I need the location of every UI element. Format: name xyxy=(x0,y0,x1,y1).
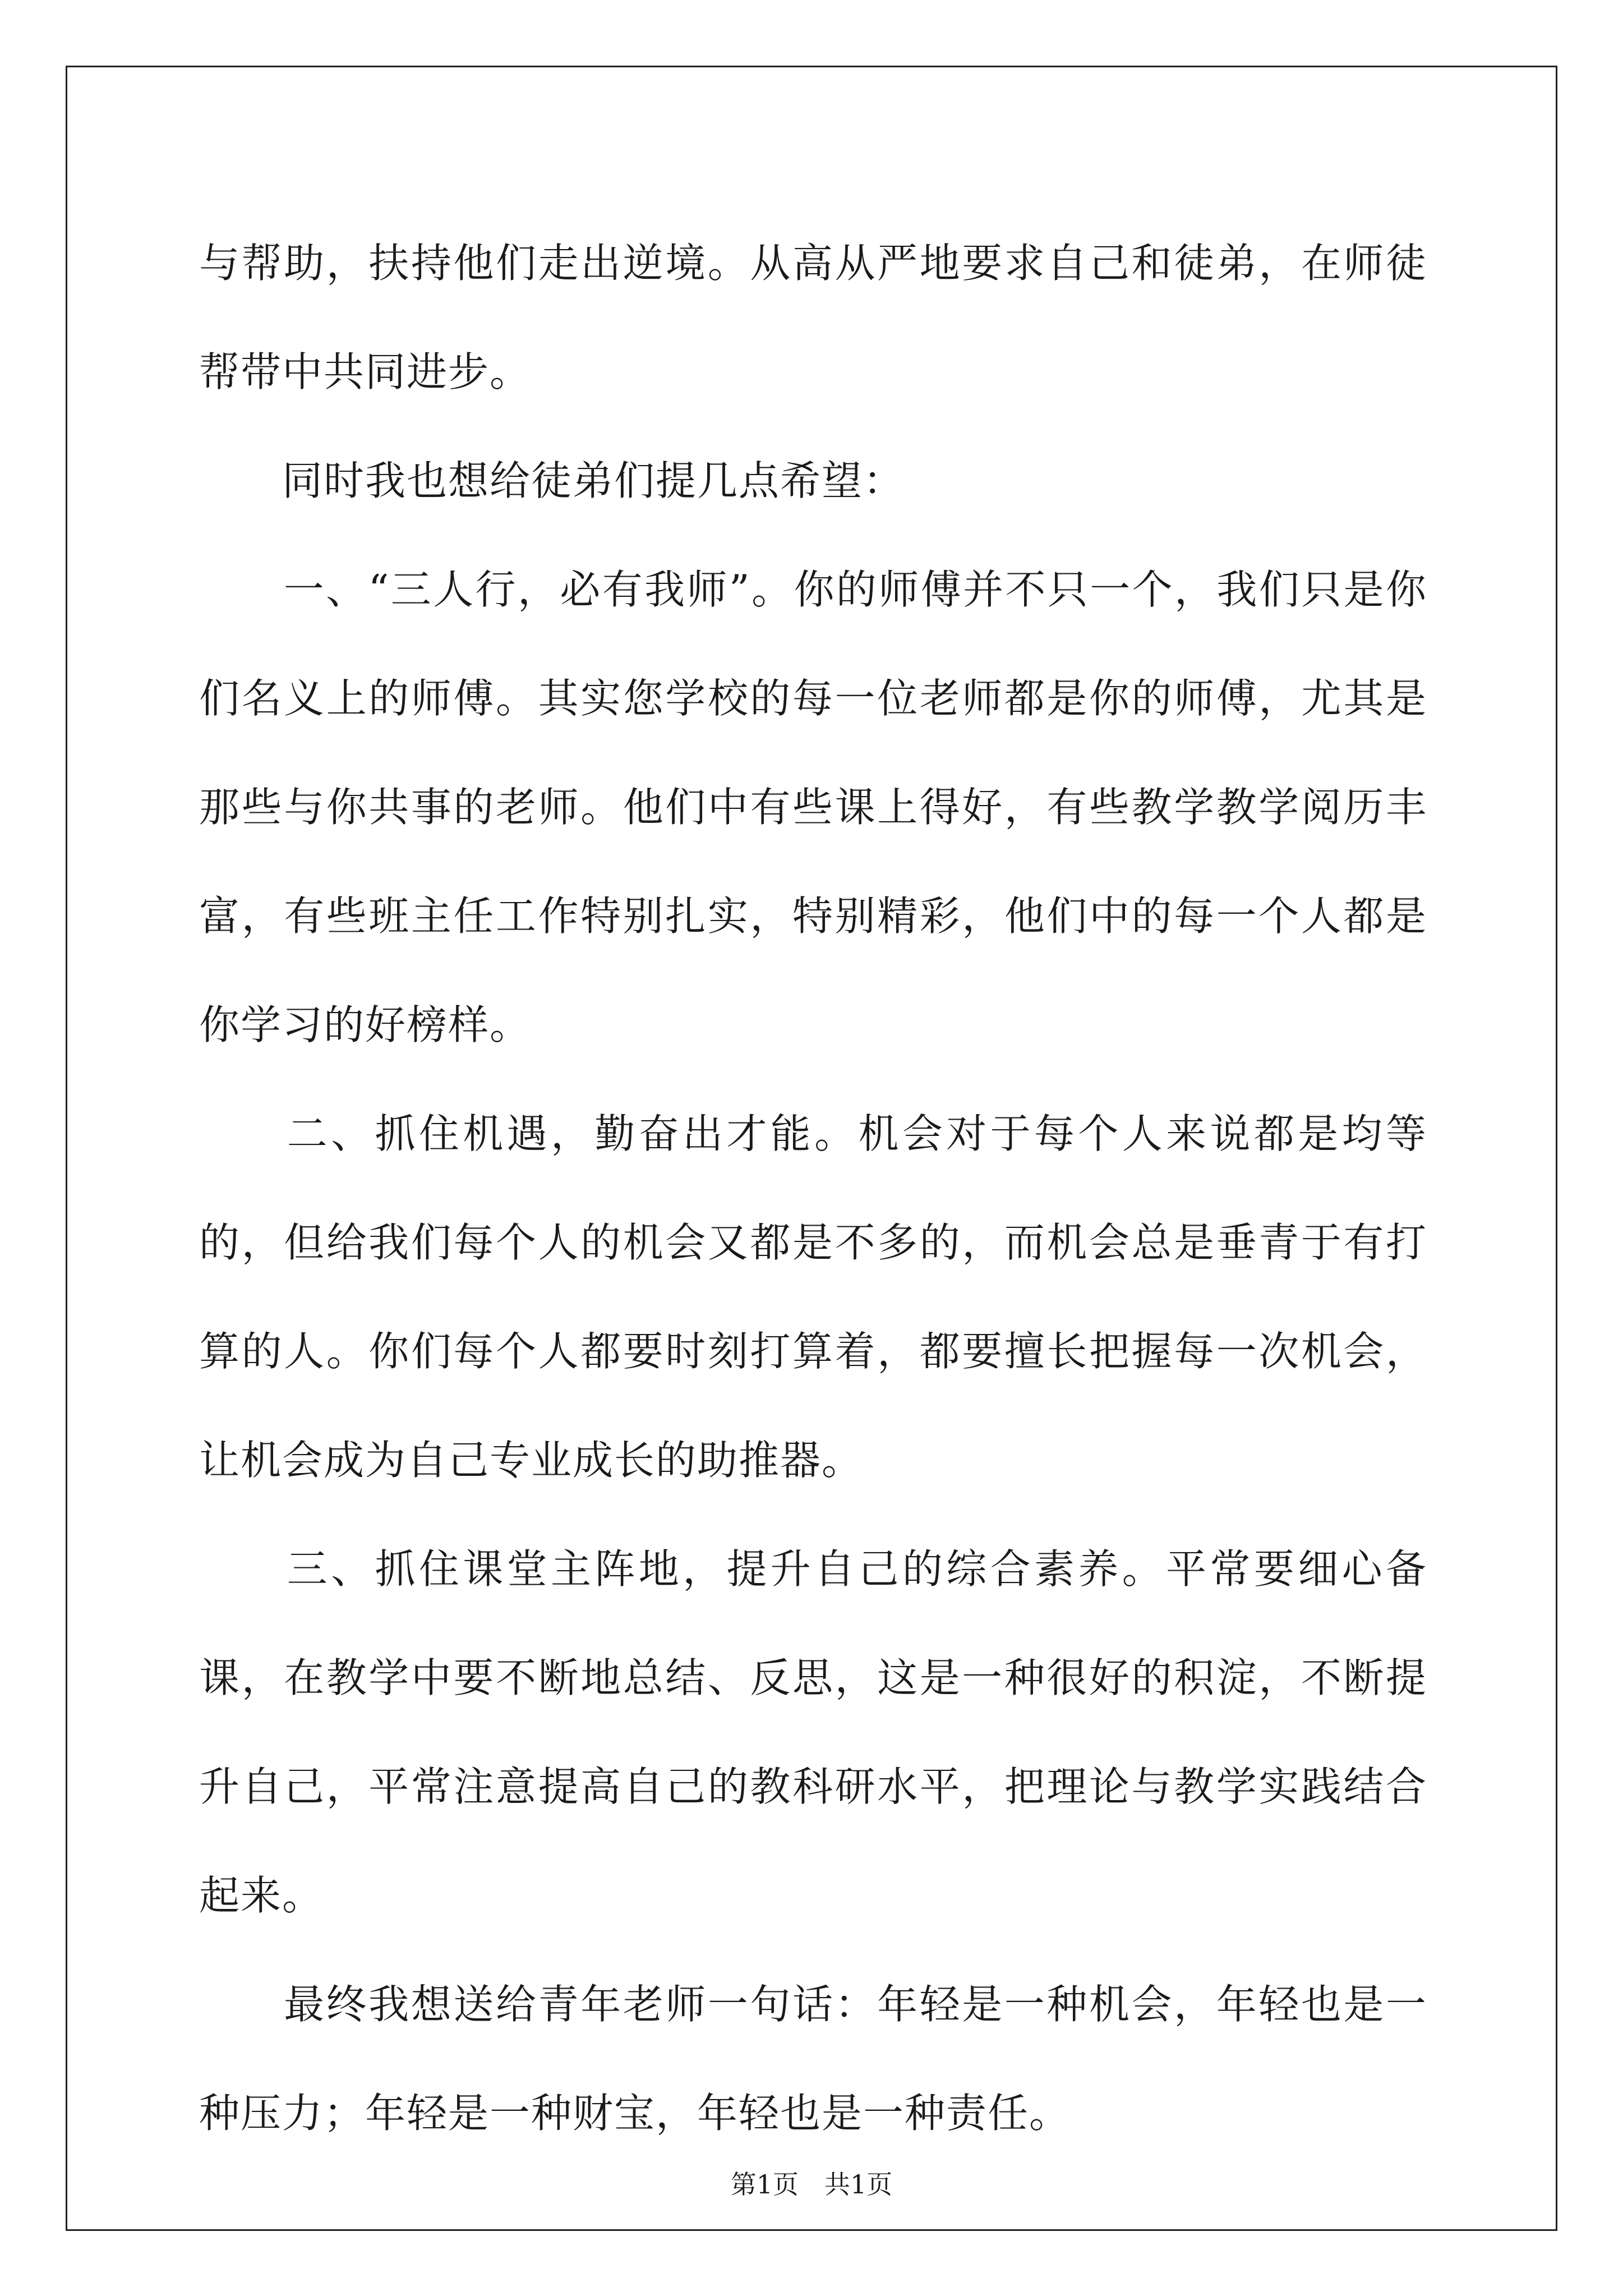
paragraph: 一、“三人行，必有我师”。你的师傅并不只一个，我们只是你们名义上的师傅。其实您学校的每一位老师都是你的师傅，尤其是那些与你共事的老师。他们中有些课上得好，有些教学教学阅历丰富，有些班主任工作特别扎实，特别精彩，他们中的每一个人都是你学习的好榜样。 xyxy=(199,566,1427,1048)
page-number-footer: 第1页 共1页 xyxy=(730,2169,893,2200)
paragraph: 二、抓住机遇，勤奋出才能。机会对于每个人来说都是均等的，但给我们每个人的机会又都是不多的，而机会总是垂青于有打算的人。你们每个人都要时刻打算着，都要擅长把握每一次机会，让机会成为自己专业成长的助推器。 xyxy=(199,1110,1427,1484)
paragraph: 与帮助，扶持他们走出逆境。从高从严地要求自己和徒弟，在师徒帮带中共同进步。 xyxy=(199,240,1427,395)
document-body xyxy=(199,209,1427,2168)
paragraph: 最终我想送给青年老师一句话：年轻是一种机会，年轻也是一种压力；年轻是一种财宝，年轻也是一种责任。 xyxy=(199,1981,1427,2137)
paragraph: 三、抓住课堂主阵地，提升自己的综合素养。平常要细心备课，在教学中要不断地总结、反思，这是一种很好的积淀，不断提升自己，平常注意提高自己的教科研水平，把理论与教学实践结合起来。 xyxy=(199,1545,1427,1919)
paragraph: 同时我也想给徒弟们提几点希望： xyxy=(199,457,905,504)
